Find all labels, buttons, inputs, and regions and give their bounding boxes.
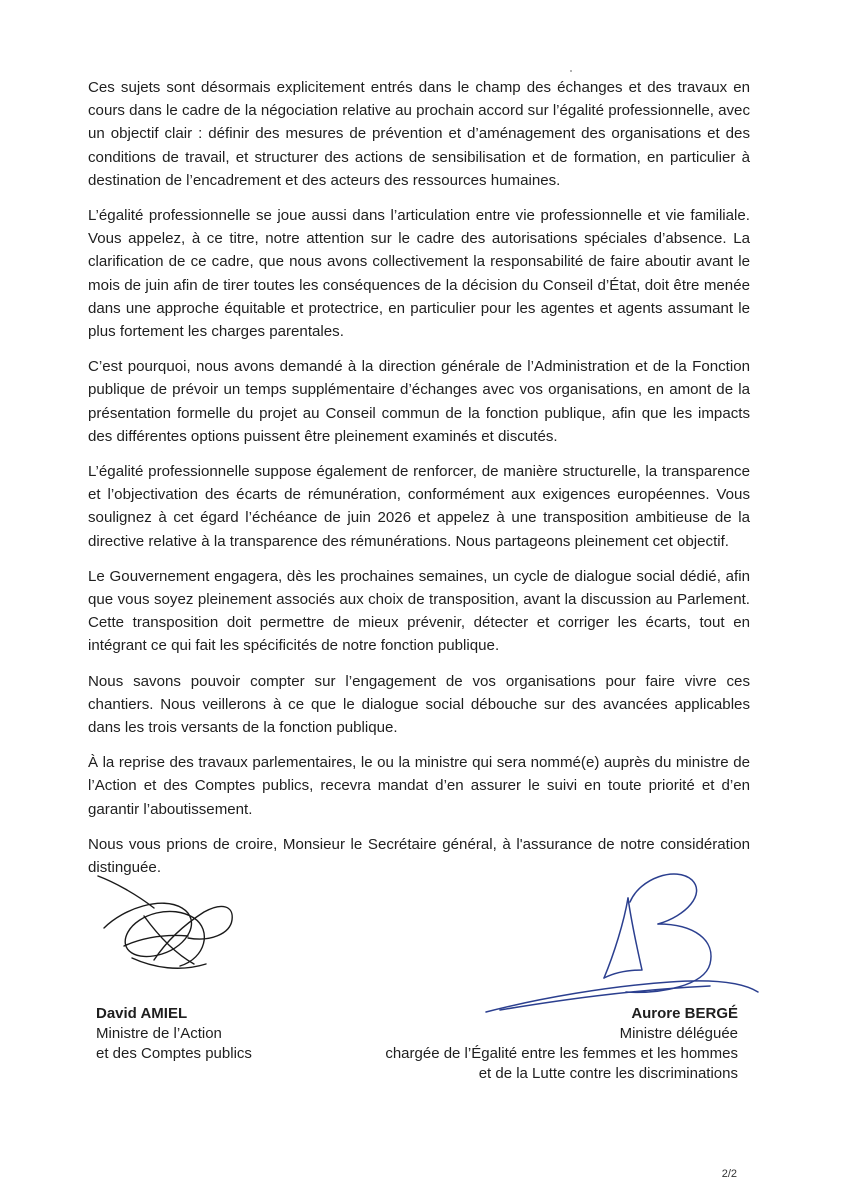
signatory-right-title-2: chargée de l’Égalité entre les femmes et les hommes	[385, 1045, 738, 1062]
paragraph-closing: Nous vous prions de croire, Monsieur le Secrétaire général, à l'assurance de notre considération distinguée.	[88, 835, 750, 877]
signatory-right-title-3: et de la Lutte contre les discriminations	[478, 1065, 738, 1082]
letter-body	[88, 76, 750, 891]
signatory-right-name: Aurore BERGÉ	[631, 1005, 738, 1022]
paragraph-5: Le Gouvernement engagera, dès les prochaines semaines, un cycle de dialogue social dédié, afin que vous soyez pleinement associés aux choix de transposition, avant la discussion au Parlement. Cette transposition doit permettre de mieux prévenir, détecter et corriger les écarts, tout en intégrant ce qui fait les spécificités de notre fonction publique.	[88, 567, 750, 655]
signatory-right-title-1: Ministre déléguée	[619, 1025, 738, 1042]
signatory-left-title-1: Ministre de l’Action	[96, 1025, 222, 1042]
paragraph-1: Ces sujets sont désormais explicitement entrés dans le champ des échanges et des travaux en cours dans le cadre de la négociation relative au prochain accord sur l’égalité professionnelle, avec un objectif clair : définir des mesures de prévention et d’aménagement des organisations et des conditions de travail, et structurer des actions de sensibilisation et de formation, en particulier à destination de l’encadrement et des acteurs des ressources humaines.	[88, 79, 751, 189]
scan-speck	[570, 70, 572, 72]
signatory-left	[96, 1004, 252, 1064]
paragraph-4: L’égalité professionnelle suppose également de renforcer, de manière structurelle, la transparence et l’objectivation des écarts de rémunération, conformément aux exigences européennes. Vous soulignez à cet égard l’échéance de juin 2026 et appelez à une transposition ambitieuse de la directive relative à la transparence des rémunérations. Nous partageons pleinement cet objectif.	[88, 463, 750, 550]
paragraph-2: L’égalité professionnelle se joue aussi dans l’articulation entre vie professionnelle et vie familiale. Vous appelez, à ce titre, notre attention sur le cadre des autorisations spéciales d’absence. La clarification de ce cadre, que nous avons collectivement la responsabilité de faire aboutir avant le mois de juin afin de tirer toutes les conséquences de la décision du Conseil d’État, doit être menée dans une approche équitable et protectrice, en particulier pour les agentes et agents assumant le plus fortement les charges parentales.	[88, 207, 750, 341]
page-number: 2/2	[721, 1168, 737, 1180]
signature-left-icon	[84, 868, 244, 980]
paragraph-6: Nous savons pouvoir compter sur l’engagement de vos organisations pour faire vivre ces chantiers. Nous veillerons à ce que le dialogue social débouche sur des avancées applicables dans les trois versants de la fonction publique.	[88, 672, 750, 737]
signatory-left-name: David AMIEL	[96, 1005, 188, 1022]
paragraph-7: À la reprise des travaux parlementaires, le ou la ministre qui sera nommé(e) auprès du ministre de l’Action et des Comptes publics, recevra mandat d’en assurer le suivi en toute priorité et d’en garantir l’aboutissement.	[88, 754, 750, 818]
signatory-right	[385, 1004, 738, 1084]
signatory-left-title-2: et des Comptes publics	[96, 1045, 252, 1062]
paragraph-3: C’est pourquoi, nous avons demandé à la direction générale de l’Administration et de la Fonction publique de prévoir un temps supplémentaire d’échanges avec vos organisations, en amont de la présentation formelle du projet au Conseil commun de la fonction publique, afin que les impacts des différentes options puissent être pleinement examinés et discutés.	[88, 358, 750, 445]
